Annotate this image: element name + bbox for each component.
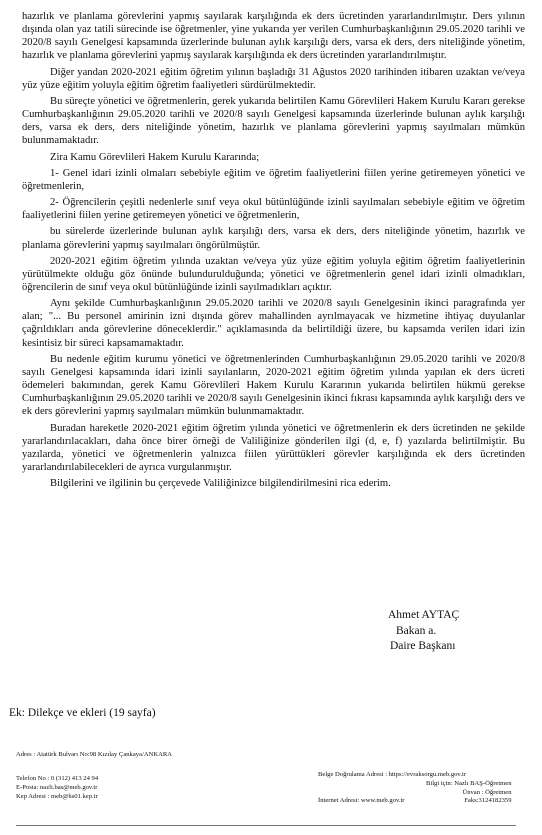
paragraph-3: Bu süreçte yönetici ve öğretmenlerin, gerek yukarıda belirtilen Kamu Görevlileri Hakem Kurulu Kararı gerekse Cumhurbaşkanlığının 29.05.2020 tarihli ve 2020/8 sayılı Genelgesi kapsamında üzerlerinde bulunan aylık karşılığı ders, varsa ek ders, ders niteliğinde yönetim, hazırlık ve planlama görevlerini yapmış sayılmaları mümkün bulunmamaktadır. [22,95,525,147]
footer-internet: İnternet Adresi: www.meb.gov.tr [318,797,405,805]
paragraph-7: bu sürelerde üzerlerinde bulunan aylık karşılığı ders, varsa ek ders, ders niteliğinde yönetim, hazırlık ve planlama görevlerini yapmış sayılmaları öngörülmüştür. [22,226,525,251]
letter-body [22,10,525,493]
footer-email: E-Posta: nazli.bas@meb.gov.tr [16,783,98,791]
paragraph-8: 2020-2021 eğitim öğretim yılında uzaktan ve/veya yüz yüze eğitim yoluyla eğitim öğretim faaliyetlerinin yürütülmekte olduğu göz önünde bulundurulduğunda; yönetici ve öğretmenlerin genel idari izinli olmadıkları, öğrencilerin de sınıf veya okul bütünlüğünde izinli sayılmadıkları açıktır. [22,255,525,293]
paragraph-4: Zira Kamu Görevlileri Hakem Kurulu Kararında; [50,151,260,163]
attachment-note: Ek: Dilekçe ve ekleri (19 sayfa) [9,707,156,719]
paragraph-2: Diğer yandan 2020-2021 eğitim öğretim yılının başladığı 31 Ağustos 2020 tarihinden itibaren uzaktan ve/veya yüz yüze eğitim yoluyla eğitim öğretim faaliyetleri sürdürülmektedir. [22,66,525,91]
paragraph-1: hazırlık ve planlama görevlerini yapmış sayılarak karşılığında ek ders ücretinden yararlandırılmıştır. Ders yılının dışında olan yaz tatili sürecinde ise öğretmenler, yine yukarıda yer verilen Cumhurbaşkanlığının 29.05.2020 tarihli ve 2020/8 sayılı Genelgesi kapsamında üzerlerinde bulunan aylık karşılığı ders, varsa ek ders, ders niteliğinde yönetim, hazırlık ve planlama görevlerini yapmış sayılarak karşılığında ek ders ücretinden yararlandırılmıştır. [22,11,525,62]
paragraph-5: 1- Genel idari izinli olmaları sebebiyle eğitim ve öğretim faaliyetlerini fiilen yerine getiremeyen yönetici ve öğretmenlerin, [22,167,525,192]
footer-kep: Kep Adresi : meb@hs01.kep.tr [16,792,98,800]
paragraph-6: 2- Öğrencilerin çeşitli nedenlerle sınıf veya okul bütünlüğünde izinli sayılmaları sebebiyle eğitim ve öğretim faaliyetlerini fiilen yerine getiremeyen yönetici ve öğretmenlerin, [22,197,525,222]
paragraph-9: Aynı şekilde Cumhurbaşkanlığının 29.05.2020 tarihli ve 2020/8 sayılı Genelgesinin ikinci paragrafında yer alan; "... Bu personel amirinin izni dışında görev mahallinden ayrılmayacak ve hizmetine ihtiyaç duyulanlar çağrıldıkları anda görevlerine döneceklerdir." açıklamasında da belirtildiği üzere, bu kapsamda verilen idari izin kesintisiz bir süreci kapsamamaktadır. [22,298,525,349]
footer-divider [16,825,516,826]
footer-right [426,771,512,806]
footer-fax: Faks:3124182359 [464,797,512,805]
signer-name: Ahmet AYTAÇ [388,609,460,621]
signature-block [388,608,459,655]
paragraph-10: Bu nedenle eğitim kurumu yönetici ve öğretmenlerinden Cumhurbaşkanlığının 29.05.2020 tarihli ve 2020/8 sayılı Genelgesi kapsamında idari izinli sayılanların, 2020-2021 eğitim öğretim yılında yapılan ek ders ücreti ödemeleri bakımından, gerek Kamu Görevlileri Hakem Kurulu Kararının yukarıda belirtilen hükmü gerekse Cumhurbaşkanlığının 29.05.2020 tarihli ve 2020/8 sayılı Genelgesinin ikinci fıkrası kapsamında aylık karşılığı ders ve ek ders görevlerini yapmış sayılmaları mümkün bulunmamaktadır. [22,353,525,418]
footer-contact [16,775,98,801]
footer-info: Bilgi için: Nazlı BAŞ-Öğretmen [426,779,512,787]
paragraph-11: Buradan hareketle 2020-2021 eğitim öğretim yılında yönetici ve öğretmenlerin ek ders ücretinden ne şekilde yararlandırılacakları, daha önce birer örneği de Valiliğinize gönderilen ilgi (d, e, f) yazılarda belirtilmiştir. Bu yazılarda, yönetici ve öğretmenlerin yalnızca fiilen yürüttükleri görevler karşılığında ek ders ücretinden yararlandırılabilecekleri de ayrıca vurgulanmıştır. [22,422,525,473]
footer-phone: Telefon No : 0 (312) 413 24 94 [16,775,99,782]
signer-title-1: Bakan a. [396,624,437,637]
footer-title: Ünvan : Öğretmen [462,788,512,796]
footer-address: Adres : Atatürk Bulvarı No:98 Kızılay Çankaya/ANKARA [16,751,173,758]
signer-title-2: Daire Başkanı [390,640,456,652]
footer-verification: Belge Doğrulama Adresi : https://evraksorgu.meb.gov.tr [318,771,466,778]
paragraph-12: Bilgilerini ve ilgilinin bu çerçevede Valiliğinizce bilgilendirilmesini rica ederim. [50,478,391,490]
